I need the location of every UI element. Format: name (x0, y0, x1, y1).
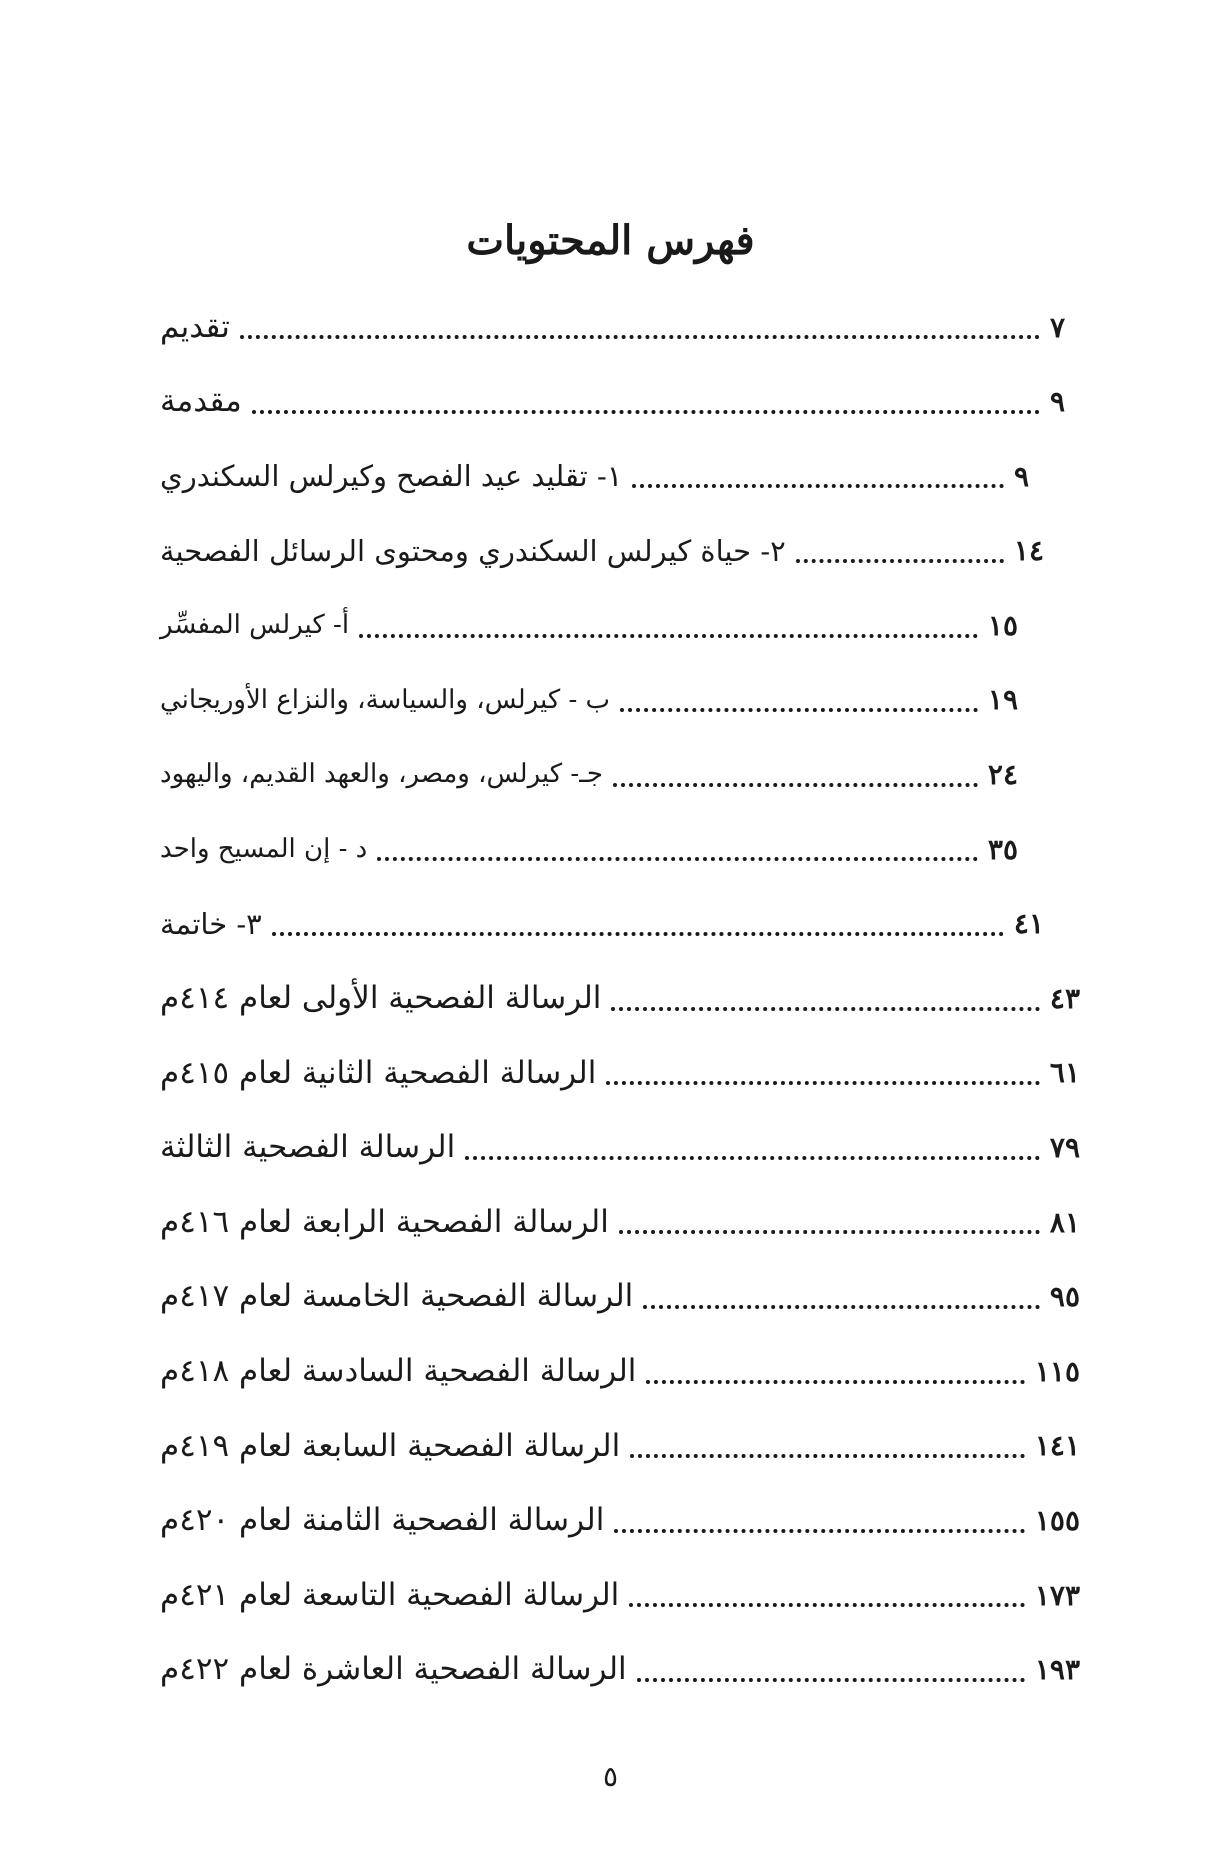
toc-entry[interactable] (160, 365, 1080, 440)
dot-leader (629, 1603, 1025, 1607)
dot-leader (465, 1156, 1040, 1160)
toc-entry-label: د - إن المسيح واحد (160, 833, 368, 864)
toc-entry[interactable] (160, 514, 1080, 589)
dot-leader (272, 932, 1004, 936)
toc-entry[interactable] (160, 1558, 1080, 1633)
toc-entry[interactable] (160, 663, 1080, 738)
dot-leader (643, 1305, 1040, 1309)
toc-entry-label: الرسالة الفصحية الخامسة لعام ٤١٧م (160, 1278, 634, 1315)
toc-entry-label: الرسالة الفصحية العاشرة لعام ٤٢٢م (160, 1651, 627, 1688)
dot-leader (630, 1454, 1025, 1458)
toc-entry[interactable] (160, 1036, 1080, 1111)
toc-entry-page-number: ٩ (1050, 385, 1066, 419)
toc-entry[interactable] (160, 1260, 1080, 1335)
toc-entry-page-number: ١٩٣ (1034, 1653, 1080, 1687)
toc-entry-label: ١- تقليد عيد الفصح وكيرلس السكندري (160, 459, 623, 494)
toc-entry-page-number: ٧ (1050, 310, 1066, 344)
toc-entry-page-number: ١٥٥ (1034, 1504, 1080, 1537)
dot-leader (796, 559, 1004, 563)
toc-entry[interactable] (160, 812, 1080, 887)
dot-leader (606, 1081, 1040, 1085)
toc-entry[interactable] (160, 1409, 1080, 1484)
toc-entry-label: الرسالة الفصحية التاسعة لعام ٤٢١م (160, 1576, 620, 1613)
dot-leader (252, 410, 1040, 414)
toc-entry-page-number: ٦١ (1049, 1056, 1080, 1090)
dot-leader (611, 1007, 1040, 1011)
toc-entry-label: الرسالة الفصحية الثامنة لعام ٤٢٠م (160, 1502, 605, 1539)
toc-entry-label: جـ- كيرلس، ومصر، والعهد القديم، واليهود (160, 759, 603, 790)
toc-entry-label: الرسالة الفصحية الرابعة لعام ٤١٦م (160, 1203, 609, 1240)
table-of-contents (160, 290, 1080, 1707)
page-title: فهرس المحتويات (466, 216, 755, 264)
toc-entry-page-number: ٩٥ (1049, 1280, 1080, 1314)
toc-entry[interactable] (160, 738, 1080, 813)
toc-entry-page-number: ١٩ (987, 683, 1018, 717)
toc-entry-label: الرسالة الفصحية السابعة لعام ٤١٩م (160, 1427, 621, 1464)
toc-entry[interactable] (160, 887, 1080, 962)
toc-entry-page-number: ١٤ (1013, 534, 1044, 568)
toc-entry-page-number: ٤٣ (1049, 981, 1080, 1015)
toc-entry-page-number: ١٥ (987, 608, 1018, 642)
toc-entry-page-number: ١٤١ (1034, 1429, 1080, 1463)
page-number: ٥ (602, 1760, 619, 1793)
toc-entry-page-number: ٩ (1014, 459, 1030, 493)
dot-leader (613, 783, 978, 787)
dot-leader (614, 1529, 1025, 1533)
toc-entry[interactable] (160, 1633, 1080, 1708)
toc-entry-label: الرسالة الفصحية الثانية لعام ٤١٥م (160, 1054, 597, 1091)
dot-leader (620, 708, 978, 712)
toc-entry-page-number: ١١٥ (1034, 1354, 1080, 1388)
toc-entry-label: الرسالة الفصحية الأولى لعام ٤١٤م (160, 980, 602, 1017)
toc-entry-page-number: ١٧٣ (1034, 1578, 1080, 1612)
toc-entry-page-number: ٨١ (1049, 1205, 1080, 1239)
dot-leader (240, 335, 1040, 339)
dot-leader (359, 634, 978, 638)
dot-leader (619, 1230, 1040, 1234)
toc-entry[interactable] (160, 290, 1080, 365)
toc-entry[interactable] (160, 1334, 1080, 1409)
toc-entry-label: ب - كيرلس، والسياسة، والنزاع الأوريجاني (160, 684, 611, 715)
toc-entry-label: تقديم (160, 308, 230, 345)
toc-entry[interactable] (160, 439, 1080, 514)
dot-leader (632, 484, 1004, 488)
toc-entry[interactable] (160, 961, 1080, 1036)
toc-entry-label: مقدمة (160, 383, 242, 420)
toc-entry-label: الرسالة الفصحية الثالثة (160, 1129, 456, 1166)
toc-entry-page-number: ٤١ (1013, 907, 1044, 941)
toc-entry-label: ٣- خاتمة (160, 906, 262, 941)
toc-entry-page-number: ٧٩ (1049, 1131, 1080, 1165)
dot-leader (637, 1678, 1025, 1682)
dot-leader (377, 857, 978, 861)
toc-entry-label: ٢- حياة كيرلس السكندري ومحتوى الرسائل الفصحية (160, 533, 786, 568)
toc-entry[interactable] (160, 1484, 1080, 1559)
dot-leader (646, 1380, 1024, 1384)
toc-entry-page-number: ٣٥ (987, 832, 1018, 866)
toc-entry[interactable] (160, 588, 1080, 663)
toc-entry[interactable] (160, 1185, 1080, 1260)
toc-entry-label: أ- كيرلس المفسِّر (160, 610, 350, 641)
toc-entry-label: الرسالة الفصحية السادسة لعام ٤١٨م (160, 1353, 637, 1390)
toc-entry-page-number: ٢٤ (987, 758, 1018, 792)
toc-entry[interactable] (160, 1111, 1080, 1186)
